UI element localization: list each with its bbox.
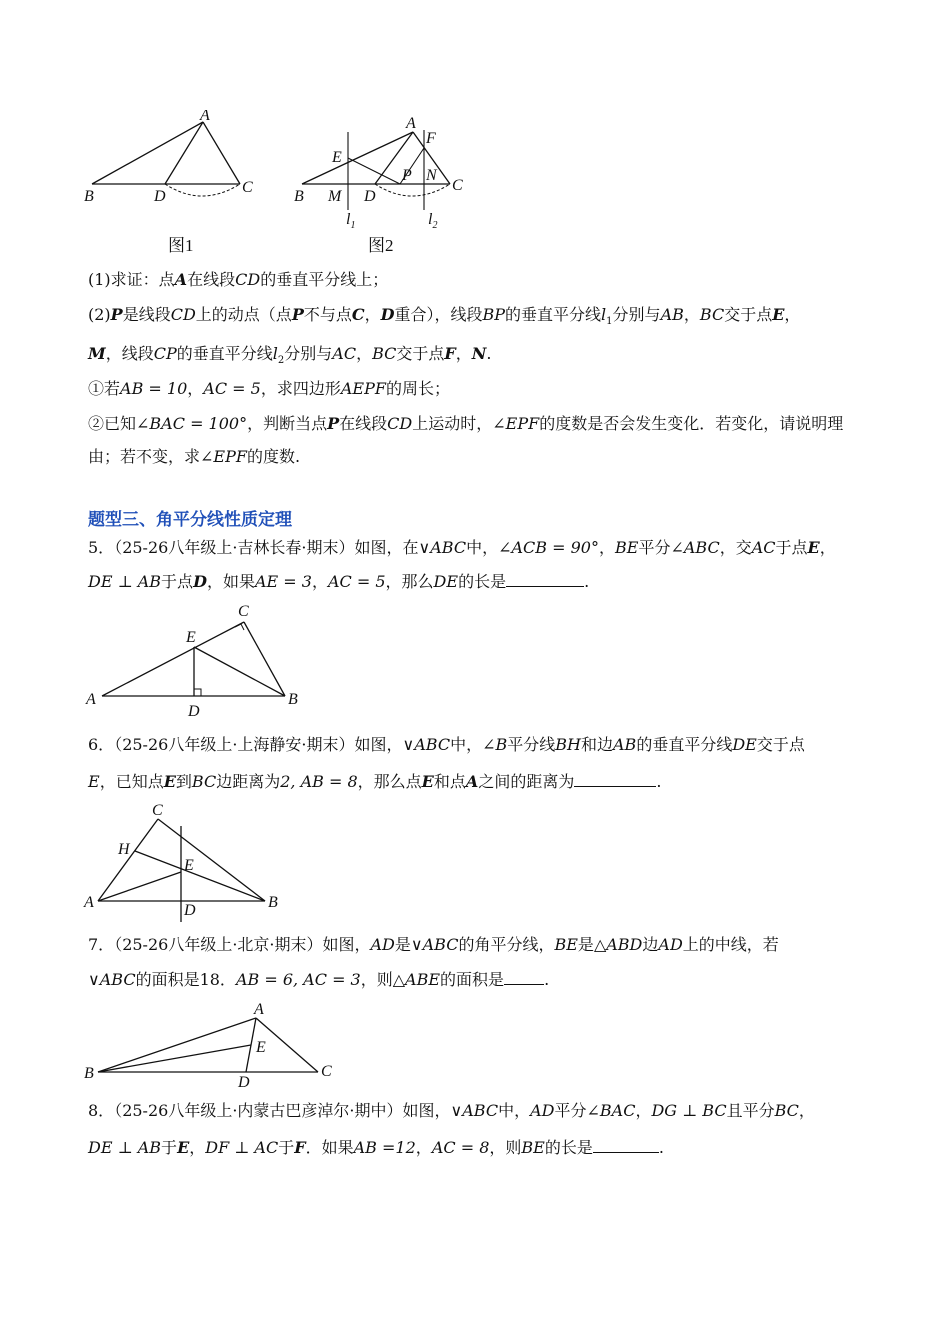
fig1-label-c: C <box>242 179 253 196</box>
figure-2 <box>290 110 480 260</box>
p8-line1: 8．（25-26八年级上·内蒙古巴彦淖尔·期中）如图，∨ABC中，AD平分∠BAC，DG ⊥ BC且平分BC， <box>88 1101 815 1120</box>
fig2-label-d: D <box>364 188 376 205</box>
section-heading: 题型三、角平分线性质定理 <box>88 510 292 530</box>
p7-figure <box>80 998 342 1090</box>
fig2-label-m: M <box>328 188 342 205</box>
p4-q2-line2: M，线段CP的垂直平分线$l_2$分别与AC，BC交于点F，N. <box>88 344 492 367</box>
fig1-segment-da <box>165 122 203 184</box>
p5-answer-blank[interactable] <box>506 570 584 587</box>
p6-label-h: H <box>118 841 130 858</box>
p5-line2: DE ⊥ AB于点D，如果AE = 3，AC = 5，那么DE的长是 . <box>88 572 590 591</box>
fig2-label-p: P <box>402 167 412 184</box>
p4-sub2-line1: ②已知∠BAC = 100°，判断当点P在线段CD上运动时，∠EPF的度数是否会发生变化．若变化，请说明理 <box>88 414 844 433</box>
p5-label-e: E <box>186 629 196 646</box>
fig2-label-e: E <box>332 149 342 166</box>
fig2-label-n: N <box>426 167 437 184</box>
fig1-segment-ac <box>203 122 240 184</box>
p7-label-c: C <box>321 1063 332 1080</box>
p4-q1: (1)求证：点A在线段CD的垂直平分线上； <box>88 270 389 289</box>
p7-label-b: B <box>84 1065 94 1082</box>
p6-line1: 6．（25-26八年级上·上海静安·期末）如图，∨ABC中，∠B平分线BH和边AB的垂直平分线DE交于点 <box>88 735 805 754</box>
p6-label-b: B <box>268 894 278 911</box>
fig2-label-l1: $l_1$ <box>346 211 356 231</box>
fig2-label-a: A <box>406 115 416 132</box>
p7-label-e: E <box>256 1039 266 1056</box>
p7-line2: ∨ABC的面积是18．AB = 6, AC = 3，则△ABE的面积是 . <box>88 970 550 989</box>
p6-figure <box>80 800 300 924</box>
fig1-label-a: A <box>200 110 210 124</box>
p6-label-c: C <box>152 802 163 819</box>
fig2-label-c: C <box>452 177 463 194</box>
fig2-segment-ba <box>302 132 413 184</box>
fig2-arc <box>375 184 450 196</box>
fig2-label-b: B <box>294 188 304 205</box>
p7-label-a: A <box>254 1001 264 1018</box>
fig1-segment-ba <box>92 122 203 184</box>
p7-answer-blank[interactable] <box>504 968 544 985</box>
fig1-label-b: B <box>84 188 94 205</box>
p7-label-d: D <box>238 1074 250 1090</box>
p4-sub2-line2: 由；若不变，求∠EPF的度数. <box>88 447 301 466</box>
fig2-label-l2: $l_2$ <box>428 211 438 231</box>
p5-line1: 5．（25-26八年级上·吉林长春·期末）如图，在∨ABC中，∠ACB = 90°，BE平分∠ABC，交AC于点E， <box>88 538 836 557</box>
p8-answer-blank[interactable] <box>593 1136 659 1153</box>
fig2-label-f: F <box>426 130 436 147</box>
fig2-segment-ep <box>348 158 400 184</box>
p6-answer-blank[interactable] <box>574 770 656 787</box>
p5-label-d: D <box>188 703 200 720</box>
p6-line2: E，已知点E到BC边距离为2, AB = 8，那么点E和点A之间的距离为 . <box>88 772 662 791</box>
fig2-caption: 图2 <box>368 236 394 255</box>
p4-sub1: ①若AB = 10，AC = 5，求四边形AEPF的周长； <box>88 379 450 398</box>
figure-1 <box>80 110 270 260</box>
p4-q2-line1: (2)P是线段CD上的动点（点P不与点C，D重合），线段BP的垂直平分线$l_1$分别与AB，BC交于点E， <box>88 305 801 328</box>
p8-line2: DE ⊥ AB于E，DF ⊥ AC于F．如果AB =12，AC = 8，则BE的长是 . <box>88 1138 664 1157</box>
fig1-label-d: D <box>154 188 166 205</box>
p5-label-b: B <box>288 691 298 708</box>
p5-figure <box>82 600 312 722</box>
p6-label-d: D <box>184 902 196 919</box>
p7-line1: 7．（25-26八年级上·北京·期末）如图，AD是∨ABC的角平分线，BE是△ABD边AD上的中线，若 <box>88 935 779 954</box>
fig1-caption: 图1 <box>168 236 194 255</box>
p6-label-a: A <box>84 894 94 911</box>
p5-label-a: A <box>86 691 96 708</box>
fig1-arc <box>165 184 240 196</box>
p5-label-c: C <box>238 603 249 620</box>
p6-label-e: E <box>184 857 194 874</box>
